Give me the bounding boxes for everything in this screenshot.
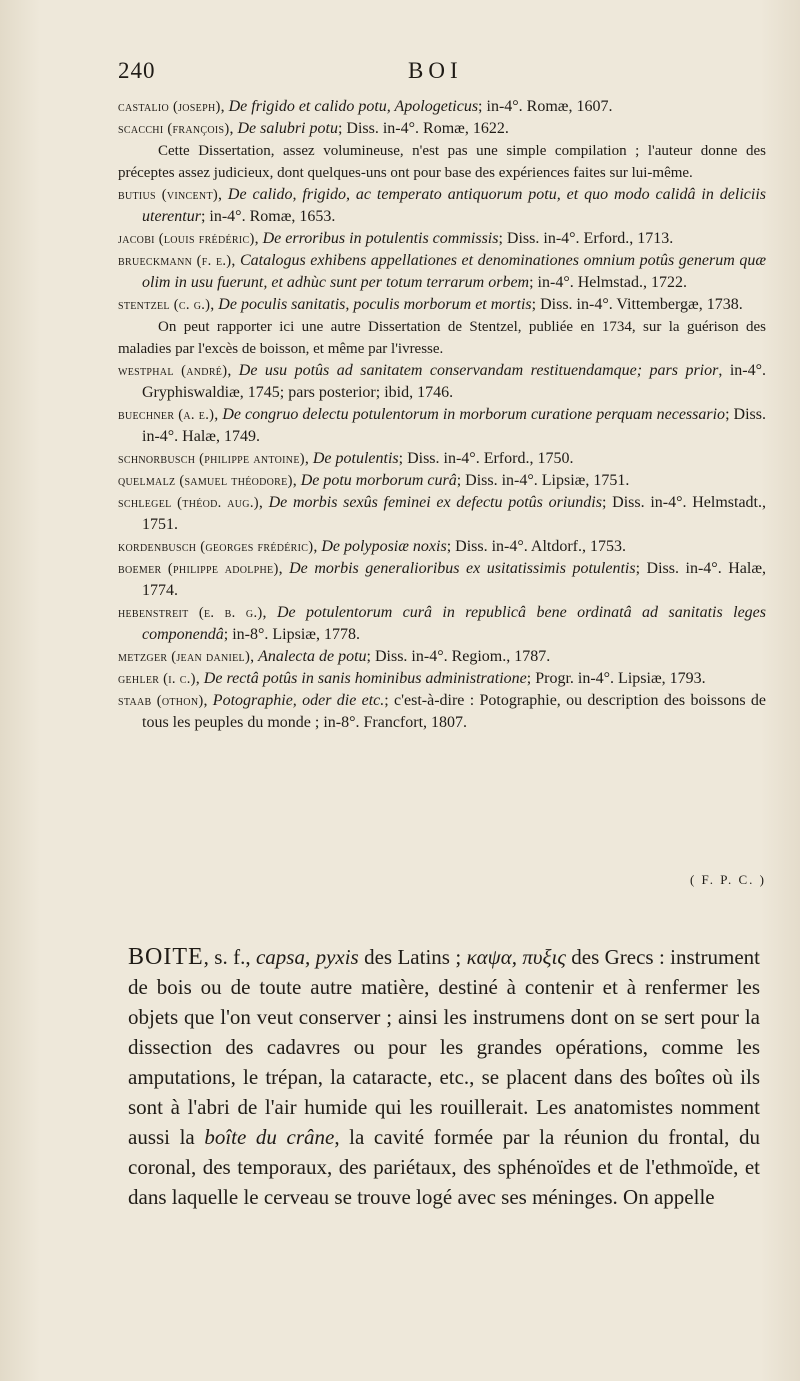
reference-entry bbox=[118, 96, 766, 118]
latin-terms: capsa, pyxis bbox=[255, 945, 359, 969]
reference-title: De potulentorum curâ in republicâ bene ordinatâ ad sanitatis leges componendâ bbox=[142, 604, 767, 643]
reference-entry bbox=[118, 492, 766, 536]
reference-separator: , bbox=[250, 648, 259, 665]
reference-entry bbox=[118, 448, 766, 470]
reference-author: scacchi (françois) bbox=[118, 121, 230, 137]
reference-author: quelmalz (samuel théodore) bbox=[118, 473, 293, 489]
reference-title: De morbis sexûs feminei ex defectu potûs oriundis bbox=[268, 494, 602, 511]
reference-author: westphal (andré) bbox=[118, 363, 228, 379]
reference-separator: , bbox=[229, 120, 238, 137]
reference-details: ; in-4°. Romæ, 1653. bbox=[200, 208, 336, 225]
page-header bbox=[118, 58, 768, 88]
reference-separator: , bbox=[203, 692, 213, 709]
reference-details: ; in-4°. Romæ, 1607. bbox=[478, 98, 613, 115]
running-head: BOI bbox=[408, 58, 463, 83]
reference-title: De polyposiæ noxis bbox=[321, 538, 447, 555]
reference-separator: , bbox=[195, 670, 204, 687]
bibliography bbox=[118, 96, 766, 734]
reference-title: De erroribus in potulentis commissis bbox=[262, 230, 499, 247]
reference-separator: , bbox=[278, 560, 290, 577]
reference-separator: , bbox=[262, 604, 277, 621]
reference-details: ; Diss. in-4°. Halæ, 1749. bbox=[142, 406, 766, 445]
reference-note: Cette Dissertation, assez volumineuse, n'est pas une simple compilation ; l'auteur donne des préceptes assez judicieux, dont quelques-uns ont pour base des expériences faites sur lui-même. bbox=[118, 143, 766, 181]
reference-entry bbox=[118, 118, 766, 140]
reference-author: schnorbusch (philippe antoine) bbox=[118, 451, 305, 467]
reference-entry bbox=[118, 646, 766, 668]
reference-separator: , bbox=[227, 362, 239, 379]
reference-entry bbox=[118, 250, 766, 294]
reference-separator: , bbox=[231, 252, 240, 269]
reference-author: staab (othon) bbox=[118, 693, 204, 709]
reference-note: On peut rapporter ici une autre Dissertation de Stentzel, publiée en 1734, sur la guérison des maladies par l'excès de boisson, et même par l'ivresse. bbox=[118, 319, 766, 357]
reference-title: Potographie, oder die etc. bbox=[212, 692, 385, 709]
reference-title: De calido, frigido, ac temperato antiquorum potu, et quo modo calidâ in deliciis uterentur bbox=[142, 186, 766, 225]
reference-entry bbox=[118, 294, 766, 316]
reference-author: boemer (philippe adolphe) bbox=[118, 561, 279, 577]
reference-author: metzger (jean daniel) bbox=[118, 649, 251, 665]
reference-separator: , bbox=[218, 186, 228, 203]
reference-title: De potulentis bbox=[312, 450, 399, 467]
reference-separator: , bbox=[304, 450, 313, 467]
reference-details: ; Diss. in-4°. Regiom., 1787. bbox=[366, 648, 551, 665]
reference-separator: , bbox=[214, 406, 223, 423]
reference-author: brueckmann (f. e.) bbox=[118, 253, 232, 269]
term-boite-du-crane: boîte du crâne bbox=[204, 1125, 335, 1149]
reference-details: ; Diss. in-4°. Erford., 1750. bbox=[398, 450, 574, 467]
reference-title: Analecta de potu bbox=[258, 648, 367, 665]
reference-separator: , bbox=[258, 494, 269, 511]
reference-author: butius (vincent) bbox=[118, 187, 218, 203]
reference-entry bbox=[118, 536, 766, 558]
headword: BOITE bbox=[128, 944, 204, 970]
reference-details: ; c'est-à-dire : Potographie, ou description des boissons de tous les peuples du monde ; in-8°. Francfort, 1807. bbox=[142, 692, 766, 731]
reference-details: ; Diss. in-4°. Halæ, 1774. bbox=[142, 560, 766, 599]
reference-author: jacobi (louis frédéric) bbox=[118, 231, 255, 247]
reference-author: hebenstreit (e. b. g.) bbox=[118, 605, 263, 621]
reference-author: kordenbusch (georges frédéric) bbox=[118, 539, 314, 555]
article-text-1: , s. f., bbox=[203, 945, 256, 969]
reference-details: ; Diss. in-4°. Altdorf., 1753. bbox=[446, 538, 626, 555]
reference-entry bbox=[118, 470, 766, 492]
reference-author: buechner (a. e.) bbox=[118, 407, 215, 423]
reference-title: De poculis sanitatis, poculis morborum et mortis bbox=[218, 296, 532, 313]
reference-author: gehler (i. c.) bbox=[118, 671, 196, 687]
article-text-4: , la cavité formée par la réunion du frontal, du coronal, des temporaux, des pariétaux, des sphénoïdes et de l'ethmoïde, et dans laquelle le cerveau se trouve logé avec ses méninges. On appelle bbox=[128, 1125, 761, 1209]
reference-separator: , bbox=[313, 538, 322, 555]
reference-entry bbox=[118, 228, 766, 250]
reference-title: De morbis generalioribus ex usitatissimis potulentis bbox=[289, 560, 636, 577]
article-text-2: des Latins ; bbox=[358, 945, 467, 969]
reference-entry bbox=[118, 558, 766, 602]
reference-title: De rectâ potûs in sanis hominibus administratione bbox=[203, 670, 527, 687]
reference-details: ; in-8°. Lipsiæ, 1778. bbox=[223, 626, 360, 643]
reference-title: De usu potûs ad sanitatem conservandam restituendamque; pars prior bbox=[238, 362, 719, 379]
article-text-3: des Grecs : instrument de bois ou de toute autre matière, destiné à contenir et à renfermer les objets que l'on veut conserver ; ainsi les instrumens dont on se sert pour la dissection des cadavres ou pour les grandes opérations, comme les amputations, le trépan, la cataracte, etc., se placent dans des boîtes où ils sont à l'abri de l'air humide qui les rouillerait. Les anatomistes nomment aussi la bbox=[128, 945, 760, 1149]
reference-entry bbox=[118, 360, 766, 404]
reference-entry bbox=[118, 668, 766, 690]
article-boite bbox=[128, 942, 760, 1212]
reference-title: De congruo delectu potulentorum in morborum curatione perquam necessario bbox=[222, 406, 726, 423]
reference-entry bbox=[118, 404, 766, 448]
reference-separator: , bbox=[254, 230, 263, 247]
reference-details: ; in-4°. Helmstad., 1722. bbox=[529, 274, 688, 291]
reference-author: schlegel (théod. aug.) bbox=[118, 495, 259, 511]
reference-details: ; Diss. in-4°. Helmstadt., 1751. bbox=[142, 494, 767, 533]
reference-separator: , bbox=[210, 296, 219, 313]
reference-details: , in-4°. Gryphiswaldiæ, 1745; pars posterior; ibid, 1746. bbox=[142, 362, 766, 401]
reference-details: ; Diss. in-4°. Lipsiæ, 1751. bbox=[456, 472, 630, 489]
reference-separator: , bbox=[220, 98, 229, 115]
reference-entry bbox=[118, 690, 766, 734]
reference-details: ; Diss. in-4°. Erford., 1713. bbox=[498, 230, 674, 247]
author-signature: ( F. P. C. ) bbox=[689, 872, 766, 887]
greek-terms: καψα, πυξις bbox=[466, 945, 566, 969]
reference-title: Catalogus exhibens appellationes et denominationes omnium potûs generum quæ olim in usu fuerunt, et adhùc sunt per totum terrarum orbem bbox=[142, 252, 766, 291]
page-number: 240 bbox=[118, 58, 156, 83]
reference-author: castalio (joseph) bbox=[118, 99, 221, 115]
reference-author: stentzel (c. g.) bbox=[118, 297, 211, 313]
reference-details: ; Diss. in-4°. Vittembergæ, 1738. bbox=[531, 296, 743, 313]
reference-entry bbox=[118, 602, 766, 646]
reference-details: ; Diss. in-4°. Romæ, 1622. bbox=[337, 120, 509, 137]
reference-separator: , bbox=[292, 472, 301, 489]
reference-details: ; Progr. in-4°. Lipsiæ, 1793. bbox=[526, 670, 706, 687]
reference-title: De potu morborum curâ bbox=[300, 472, 457, 489]
reference-title: De frigido et calido potu, Apologeticus bbox=[228, 98, 479, 115]
reference-title: De salubri potu bbox=[237, 120, 338, 137]
reference-entry bbox=[118, 184, 766, 228]
